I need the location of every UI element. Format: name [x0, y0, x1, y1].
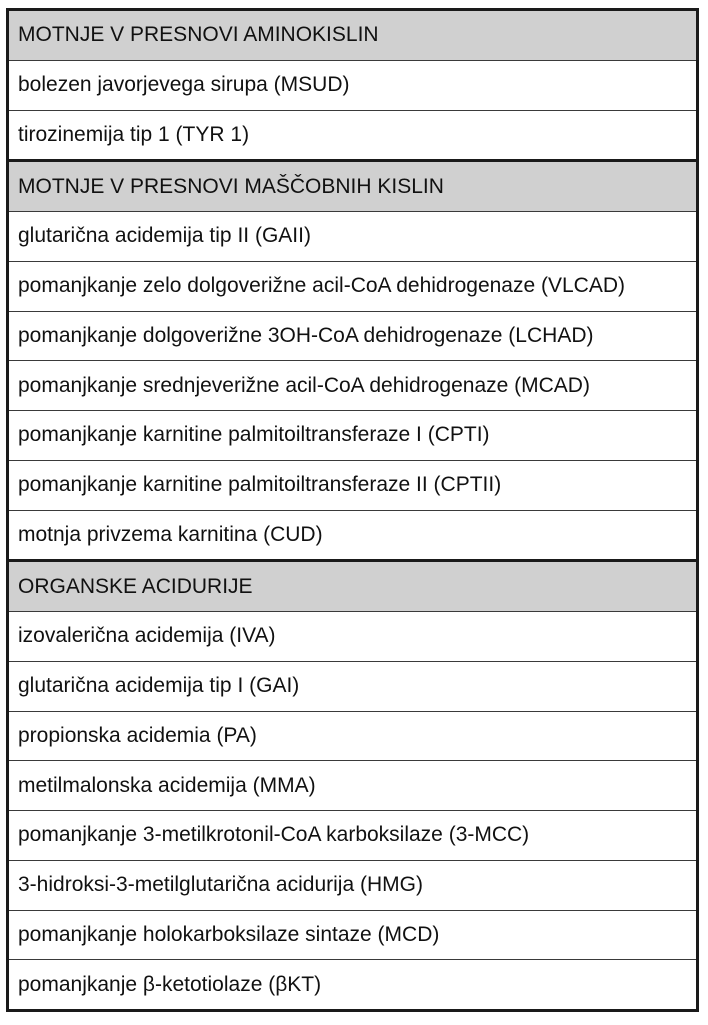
section-header-fatty-acids: MOTNJE V PRESNOVI MAŠČOBNIH KISLIN	[9, 159, 696, 211]
table-row: metilmalonska acidemija (MMA)	[9, 760, 696, 810]
table-row: pomanjkanje srednjeverižne acil-CoA dehidrogenaze (MCAD)	[9, 360, 696, 410]
table-row: pomanjkanje 3-metilkrotonil-CoA karboksilaze (3-MCC)	[9, 810, 696, 860]
table-row: tirozinemija tip 1 (TYR 1)	[9, 110, 696, 160]
table-row: pomanjkanje karnitine palmitoiltransferaze I (CPTI)	[9, 410, 696, 460]
table-row: propionska acidemia (PA)	[9, 711, 696, 761]
table-row: bolezen javorjevega sirupa (MSUD)	[9, 60, 696, 110]
table-row: pomanjkanje holokarboksilaze sintaze (MCD)	[9, 910, 696, 960]
table-row: motnja privzema karnitina (CUD)	[9, 510, 696, 560]
table-row: pomanjkanje dolgoverižne 3OH-CoA dehidrogenaze (LCHAD)	[9, 311, 696, 361]
table-row: 3-hidroksi-3-metilglutarična acidurija (HMG)	[9, 860, 696, 910]
table-row: glutarična acidemija tip II (GAII)	[9, 211, 696, 261]
table-row: izovalerična acidemija (IVA)	[9, 611, 696, 661]
table-row: pomanjkanje karnitine palmitoiltransferaze II (CPTII)	[9, 460, 696, 510]
section-header-amino-acids: MOTNJE V PRESNOVI AMINOKISLIN	[9, 11, 696, 60]
disorders-table	[6, 8, 699, 1012]
table-row: pomanjkanje β-ketotiolaze (βKT)	[9, 959, 696, 1009]
section-header-organic-acidurias: ORGANSKE ACIDURIJE	[9, 559, 696, 611]
table-row: glutarična acidemija tip I (GAI)	[9, 661, 696, 711]
table-row: pomanjkanje zelo dolgoverižne acil-CoA dehidrogenaze (VLCAD)	[9, 261, 696, 311]
